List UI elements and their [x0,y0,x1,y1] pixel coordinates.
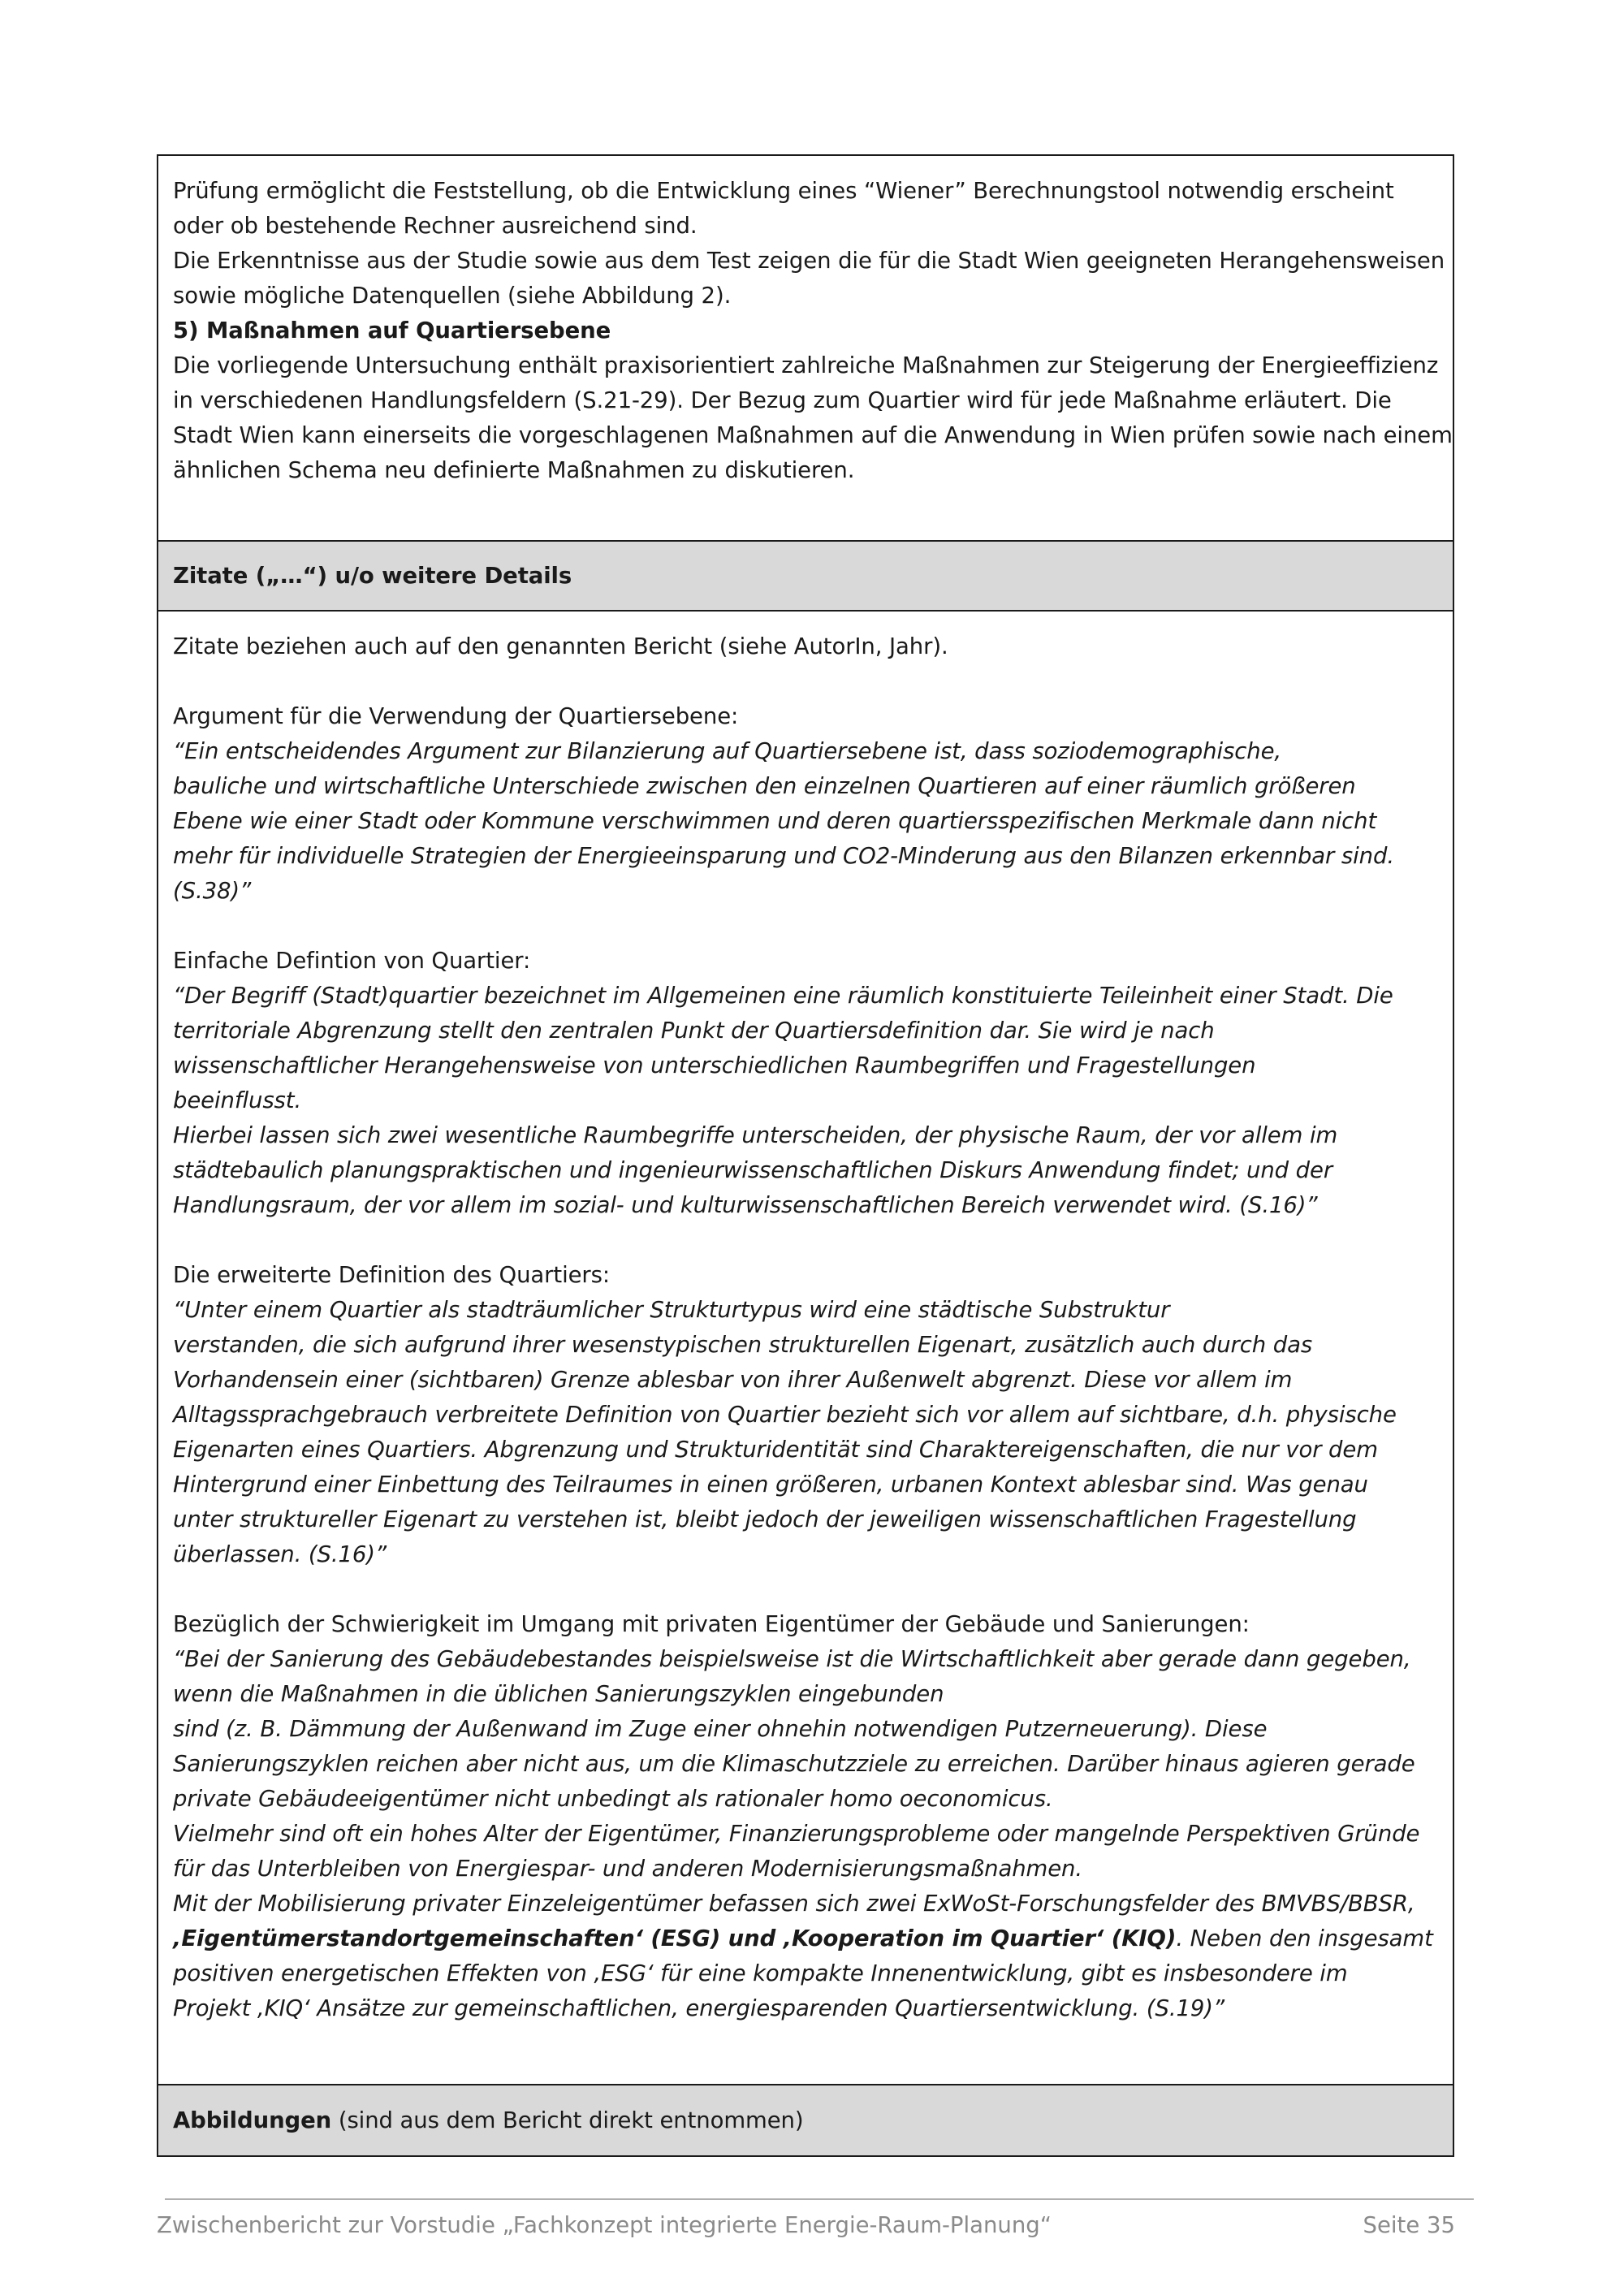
quote-label: Argument für die Verwendung der Quartiersebene: [173,703,739,729]
text-line: ähnlichen Schema neu definierte Maßnahmen zu diskutieren. [173,457,855,483]
text-line: sowie mögliche Datenquellen (siehe Abbildung 2). [173,283,732,309]
quote-line: (S.38)” [173,878,252,904]
header-label: Zitate („…“) u/o weitere Details [173,562,572,589]
quote-line: mehr für individuelle Strategien der Energieeinsparung und CO2-Minderung aus den Bilanzen erkennbar sind. [173,843,1394,869]
quote-line: Hintergrund einer Einbettung des Teilraumes in einen größeren, urbanen Kontext ablesbar sind. Was genau [173,1472,1368,1498]
quote-fragment: . Neben den insgesamt [1176,1925,1433,1951]
text-line: Prüfung ermöglicht die Feststellung, ob die Entwicklung eines “Wiener” Berechnungstool notwendig erscheint [173,178,1394,204]
intro-text: Zitate beziehen auch auf den genannten Bericht (siehe AutorIn, Jahr). [173,633,948,659]
header-rest: (sind aus dem Bericht direkt entnommen) [331,2107,804,2133]
quote-line: verstanden, die sich aufgrund ihrer wesenstypischen strukturellen Eigenart, zusätzlich auch durch das [173,1332,1313,1358]
quote-line: “Bei der Sanierung des Gebäudebestandes beispielsweise ist die Wirtschaftlichkeit aber gerade dann gegeben, [173,1646,1411,1672]
quote-line: Hierbei lassen sich zwei wesentliche Raumbegriffe unterscheiden, der physische Raum, der vor allem im [173,1122,1338,1148]
quote-line: Eigenarten eines Quartiers. Abgrenzung und Strukturidentität sind Charaktereigenschaften, die nur vor dem [173,1437,1378,1463]
quote-label: Bezüglich der Schwierigkeit im Umgang mit privaten Eigentümer der Gebäude und Sanierungen: [173,1611,1250,1637]
bold-project-names: ‚Eigentümerstandortgemeinschaften‘ (ESG) und ‚Kooperation im Quartier‘ (KIQ) [173,1925,1177,1951]
text-line: oder ob bestehende Rechner ausreichend sind. [173,213,698,239]
table-cell-quotes [158,612,1453,2085]
page-number: Seite 35 [1363,2212,1455,2238]
quote-line: wissenschaftlicher Herangehensweise von unterschiedlichen Raumbegriffen und Fragestellungen [173,1052,1256,1078]
quote-label: Die erweiterte Definition des Quartiers: [173,1262,611,1288]
header-bold: Abbildungen [173,2107,332,2133]
quote-line: unter struktureller Eigenart zu verstehen ist, bleibt jedoch der jeweiligen wissenschaftlichen Fragestellung [173,1506,1357,1532]
quote-line: Alltagssprachgebrauch verbreitete Definition von Quartier bezieht sich vor allem auf sichtbare, d.h. physische [173,1402,1397,1428]
quote-line: wenn die Maßnahmen in die üblichen Sanierungszyklen eingebunden [173,1681,944,1707]
quote-line: bauliche und wirtschaftliche Unterschiede zwischen den einzelnen Quartieren auf einer räumlich größeren [173,773,1356,799]
content-table [157,154,1454,2157]
text-line: in verschiedenen Handlungsfeldern (S.21-29). Der Bezug zum Quartier wird für jede Maßnahme erläutert. Die [173,387,1392,413]
quote-line: territoriale Abgrenzung stellt den zentralen Punkt der Quartiersdefinition dar. Sie wird je nach [173,1018,1215,1044]
quote-line: “Unter einem Quartier als stadträumlicher Strukturtypus wird eine städtische Substruktur [173,1297,1170,1323]
table-header-abbildungen [158,2085,1453,2155]
text-line: Stadt Wien kann einerseits die vorgeschlagenen Maßnahmen auf die Anwendung in Wien prüfen sowie nach einem [173,422,1453,448]
quote-line: Ebene wie einer Stadt oder Kommune verschwimmen und deren quartiersspezifischen Merkmale dann nicht [173,808,1377,834]
quote-line: sind (z. B. Dämmung der Außenwand im Zuge einer ohnehin notwendigen Putzerneuerung). Diese [173,1716,1268,1742]
quote-line: Vorhandensein einer (sichtbaren) Grenze ablesbar von ihrer Außenwelt abgrenzt. Diese vor allem im [173,1367,1293,1393]
quote-label: Einfache Defintion von Quartier: [173,948,531,974]
quote-line: überlassen. (S.16)” [173,1541,387,1567]
quote-line: private Gebäudeeigentümer nicht unbedingt als rationaler homo oeconomicus. [173,1786,1053,1812]
quote-line: Vielmehr sind oft ein hohes Alter der Eigentümer, Finanzierungsprobleme oder mangelnde Perspektiven Gründe [173,1821,1420,1847]
quote-line: Mit der Mobilisierung privater Einzeleigentümer befassen sich zwei ExWoSt-Forschungsfelder des BMVBS/BBSR, [173,1891,1415,1917]
quote-line: positiven energetischen Effekten von ‚ESG‘ für eine kompakte Innenentwicklung, gibt es insbesondere im [173,1960,1348,1986]
footer-title: Zwischenbericht zur Vorstudie „Fachkonzept integrierte Energie-Raum-Planung“ [157,2212,1052,2238]
quote-line: für das Unterbleiben von Energiespar- und anderen Modernisierungsmaßnahmen. [173,1856,1083,1882]
table-header-zitate [158,542,1453,612]
quote-line: beeinflusst. [173,1087,302,1113]
quote-line-mixed [173,1921,1438,1956]
quote-line: “Der Begriff (Stadt)quartier bezeichnet im Allgemeinen eine räumlich konstituierte Teileinheit einer Stadt. Die [173,983,1393,1009]
quote-line: Sanierungszyklen reichen aber nicht aus, um die Klimaschutzziele zu erreichen. Darüber hinaus agieren gerade [173,1751,1415,1777]
table-cell-text [158,156,1453,542]
text-line: Die vorliegende Untersuchung enthält praxisorientiert zahlreiche Maßnahmen zur Steigerung der Energieeffizienz [173,352,1439,378]
text-line: Die Erkenntnisse aus der Studie sowie aus dem Test zeigen die für die Stadt Wien geeigneten Herangehensweisen [173,248,1445,274]
section-heading: 5) Maßnahmen auf Quartiersebene [173,318,611,344]
quote-line: “Ein entscheidendes Argument zur Bilanzierung auf Quartiersebene ist, dass soziodemographische, [173,738,1282,764]
quote-line: städtebaulich planungspraktischen und ingenieurwissenschaftlichen Diskurs Anwendung findet; und der [173,1157,1333,1183]
footer-divider [165,2198,1474,2200]
quote-line: Projekt ‚KIQ‘ Ansätze zur gemeinschaftlichen, energiesparenden Quartiersentwicklung. (S.19)” [173,1995,1225,2021]
quote-line: Handlungsraum, der vor allem im sozial- und kulturwissenschaftlichen Bereich verwendet wird. (S.16)” [173,1192,1318,1218]
header-label [173,2103,804,2138]
